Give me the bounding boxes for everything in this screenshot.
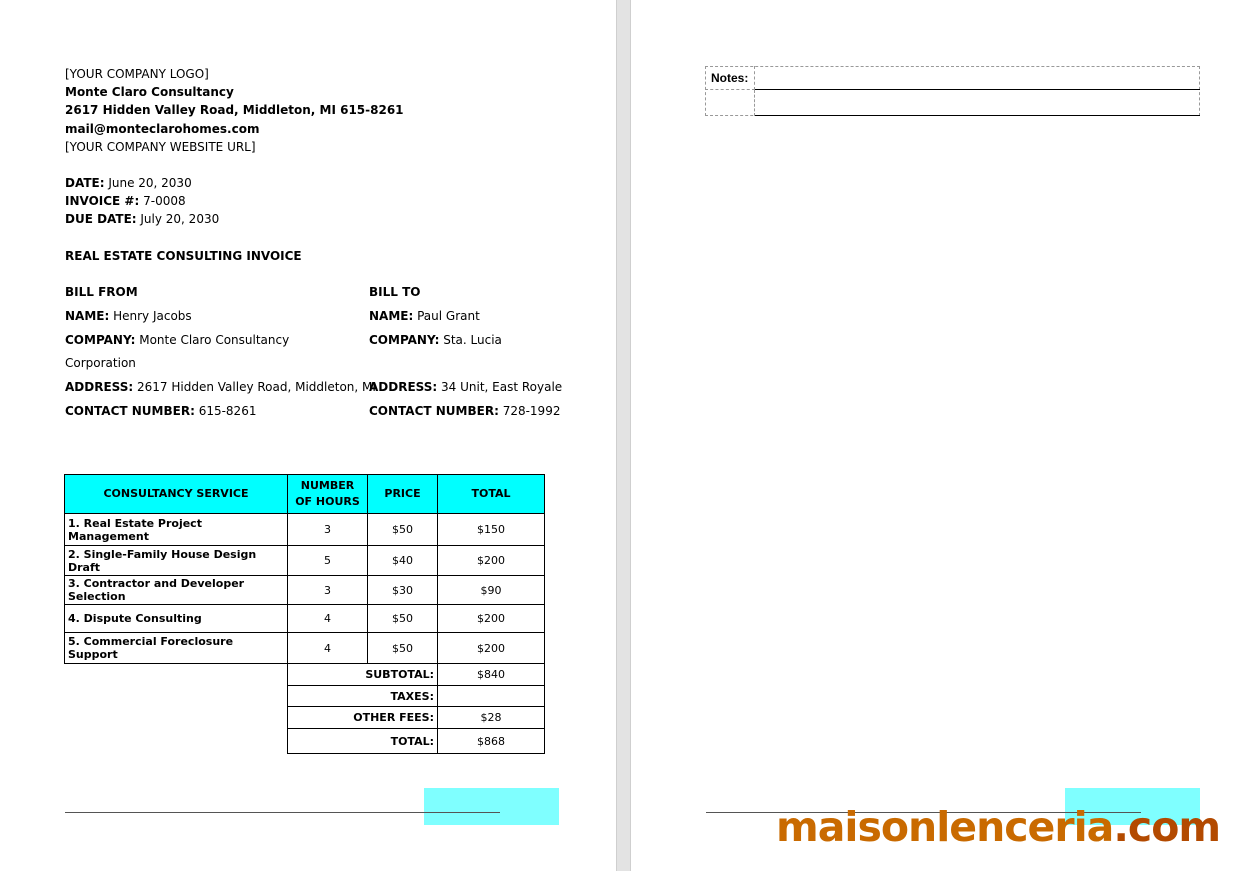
bill-from-name [65, 307, 192, 325]
company-name: Monte Claro Consultancy [65, 85, 234, 99]
row-price: $50 [368, 605, 438, 633]
company-address: 2617 Hidden Valley Road, Middleton, MI 615-8261 [65, 103, 404, 117]
table-row [65, 546, 545, 576]
bill-to-company-value: Sta. Lucia [439, 333, 502, 347]
bill-from-company-label: COMPANY: [65, 333, 136, 347]
table-header-row [65, 475, 545, 514]
bill-from-heading: BILL FROM [65, 285, 138, 299]
header-price: PRICE [368, 475, 438, 514]
other-fees-value: $28 [438, 707, 545, 729]
bill-from-contact-value: 615-8261 [194, 404, 257, 418]
row-service: 4. Dispute Consulting [65, 605, 288, 633]
taxes-label: TAXES: [288, 686, 438, 707]
notes-cell [705, 90, 755, 116]
row-hours: 4 [288, 605, 368, 633]
bill-from-address-value: 2617 Hidden Valley Road, Middleton, MI [133, 380, 376, 394]
bill-to-name [369, 307, 480, 325]
row-price: $30 [368, 576, 438, 605]
watermark [776, 802, 1220, 852]
row-service: 1. Real Estate Project Management [65, 514, 288, 546]
invoice-number-label: INVOICE #: [65, 194, 140, 208]
subtotal-value: $840 [438, 664, 545, 686]
notes-line [755, 89, 1200, 90]
bill-to-contact-value: 728-1992 [498, 404, 561, 418]
bill-to-name-label: NAME: [369, 309, 414, 323]
table-row [65, 605, 545, 633]
bill-to-company [369, 331, 502, 349]
total-label: TOTAL: [288, 729, 438, 754]
row-total: $90 [438, 576, 545, 605]
services-table [64, 474, 545, 754]
summary-row-subtotal [65, 664, 545, 686]
bill-to-address-value: 34 Unit, East Royale [437, 380, 563, 394]
row-price: $40 [368, 546, 438, 576]
bill-from-company-cont: Corporation [65, 356, 136, 370]
summary-row-total [65, 729, 545, 754]
row-total: $200 [438, 546, 545, 576]
bill-to-contact [369, 402, 560, 420]
header-service: CONSULTANCY SERVICE [65, 475, 288, 514]
signature-box[interactable] [424, 788, 559, 825]
bill-from-contact [65, 402, 256, 420]
total-value: $868 [438, 729, 545, 754]
summary-row-taxes [65, 686, 545, 707]
invoice-page-2 [631, 0, 1247, 871]
row-hours: 5 [288, 546, 368, 576]
watermark-main: maisonlenceria [776, 803, 1114, 851]
row-hours: 4 [288, 633, 368, 664]
bill-from-name-value: Henry Jacobs [109, 309, 192, 323]
bill-from-company [65, 331, 289, 349]
table-row [65, 633, 545, 664]
bill-from-name-label: NAME: [65, 309, 110, 323]
row-service: 3. Contractor and Developer Selection [65, 576, 288, 605]
row-hours: 3 [288, 514, 368, 546]
row-service: 2. Single-Family House Design Draft [65, 546, 288, 576]
company-website-placeholder: [YOUR COMPANY WEBSITE URL] [65, 140, 256, 154]
row-service: 5. Commercial Foreclosure Support [65, 633, 288, 664]
notes-line [755, 115, 1200, 116]
bill-from-address-label: ADDRESS: [65, 380, 134, 394]
bill-to-contact-label: CONTACT NUMBER: [369, 404, 499, 418]
invoice-date [65, 174, 192, 192]
bill-to-company-label: COMPANY: [369, 333, 440, 347]
table-row [65, 514, 545, 546]
subtotal-label: SUBTOTAL: [288, 664, 438, 686]
bill-to-address [369, 378, 562, 396]
row-total: $200 [438, 605, 545, 633]
bill-from-address [65, 378, 376, 396]
row-price: $50 [368, 633, 438, 664]
row-price: $50 [368, 514, 438, 546]
header-total: TOTAL [438, 475, 545, 514]
invoice-number [65, 192, 186, 210]
due-date-value: July 20, 2030 [136, 212, 220, 226]
page-gutter [616, 0, 631, 871]
bill-to-name-value: Paul Grant [413, 309, 480, 323]
invoice-due-date [65, 210, 219, 228]
row-hours: 3 [288, 576, 368, 605]
row-total: $150 [438, 514, 545, 546]
date-value: June 20, 2030 [104, 176, 192, 190]
bill-from-company-value: Monte Claro Consultancy [135, 333, 290, 347]
watermark-tld: .com [1113, 803, 1221, 851]
taxes-value [438, 686, 545, 707]
summary-row-other-fees [65, 707, 545, 729]
table-row [65, 576, 545, 605]
company-email: mail@monteclarohomes.com [65, 122, 260, 136]
invoice-title: REAL ESTATE CONSULTING INVOICE [65, 249, 302, 263]
notes-box[interactable] [705, 66, 1200, 116]
due-date-label: DUE DATE: [65, 212, 137, 226]
signature-line [65, 812, 500, 813]
bill-from-contact-label: CONTACT NUMBER: [65, 404, 195, 418]
date-label: DATE: [65, 176, 105, 190]
bill-to-address-label: ADDRESS: [369, 380, 438, 394]
other-fees-label: OTHER FEES: [288, 707, 438, 729]
notes-label: Notes: [705, 66, 755, 90]
company-logo-placeholder: [YOUR COMPANY LOGO] [65, 67, 209, 81]
bill-to-heading: BILL TO [369, 285, 421, 299]
header-hours: NUMBER OF HOURS [288, 475, 368, 514]
invoice-number-value: 7-0008 [139, 194, 186, 208]
row-total: $200 [438, 633, 545, 664]
